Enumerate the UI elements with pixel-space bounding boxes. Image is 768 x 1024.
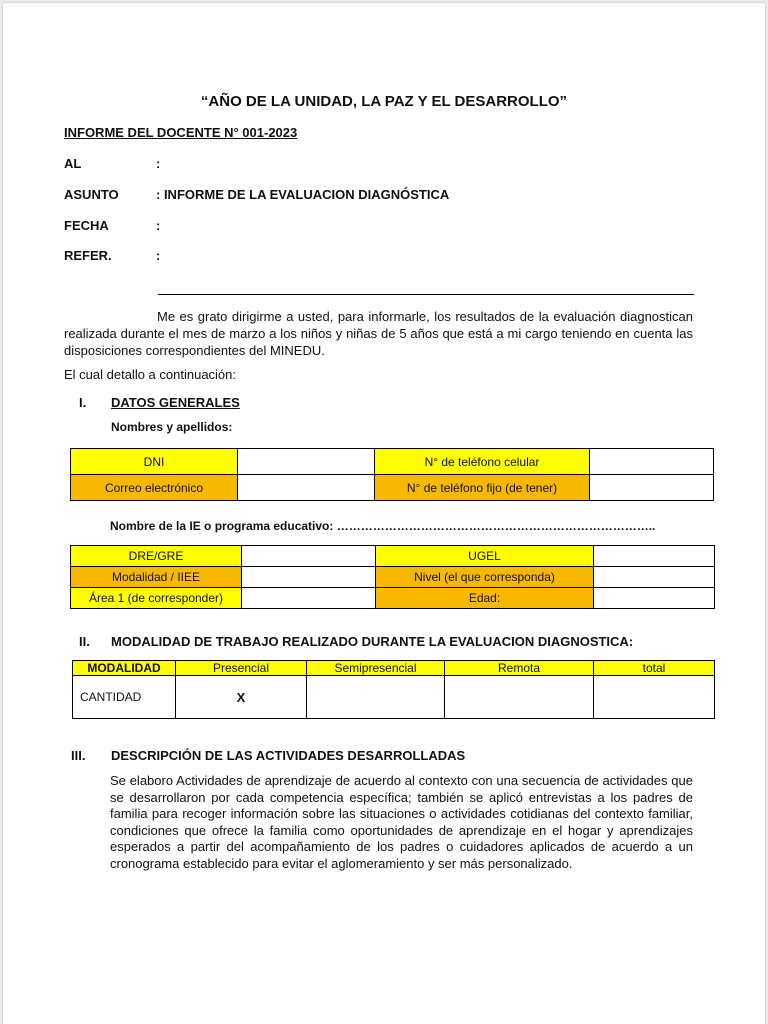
area-label: Área 1 (de corresponder): [71, 588, 242, 609]
area-cell[interactable]: [242, 588, 376, 609]
header-remota: Remota: [445, 661, 594, 676]
section1-subtitle: Nombres y apellidos:: [111, 420, 233, 434]
dre-label: DRE/GRE: [71, 546, 242, 567]
fijo-cell[interactable]: [590, 475, 714, 501]
correo-label: Correo electrónico: [71, 475, 238, 501]
section3-number: III.: [71, 748, 86, 763]
detallo-text: El cual detallo a continuación:: [64, 367, 237, 382]
semipresencial-value[interactable]: [307, 676, 445, 719]
cantidad-label: CANTIDAD: [73, 676, 176, 719]
header-label-refer: REFER.: [64, 248, 112, 263]
header-value-refer: :: [156, 248, 161, 263]
modalidad-iiee-cell[interactable]: [242, 567, 376, 588]
header-label-fecha: FECHA: [64, 218, 109, 233]
datos-table: [70, 448, 714, 501]
dni-cell[interactable]: [238, 449, 375, 475]
section2-number: II.: [79, 634, 90, 649]
nivel-label: Nivel (el que corresponda): [376, 567, 594, 588]
section1-title: DATOS GENERALES: [111, 395, 240, 410]
header-semipresencial: Semipresencial: [307, 661, 445, 676]
table-row: [71, 449, 714, 475]
modalidad-iiee-label: Modalidad / IIEE: [71, 567, 242, 588]
header-presencial: Presencial: [176, 661, 307, 676]
dni-label: DNI: [71, 449, 238, 475]
total-value[interactable]: [594, 676, 715, 719]
table-row: [71, 475, 714, 501]
nivel-cell[interactable]: [594, 567, 715, 588]
ugel-label: UGEL: [376, 546, 594, 567]
ie-table: [70, 545, 715, 609]
presencial-value[interactable]: X: [176, 676, 307, 719]
informe-number: INFORME DEL DOCENTE N° 001-2023: [64, 125, 298, 140]
dre-cell[interactable]: [242, 546, 376, 567]
section3-paragraph: Se elaboro Actividades de aprendizaje de acuerdo al contexto con una secuencia de actividades que se desarrollaron por cada competencia específica; también se aplicó entrevistas a los padres de familia para recoger información sobre las situaciones o actividades cotidianas del contexto familiar, condiciones que ofrece la familia como oportunidades de aprendizaje en el hogar y aprendizajes esperados a partir del acompañamiento de los padres o cuidadores aplicados de acuerdo a un cronograma establecido para evitar el aglomeramiento y ser más personalizado.: [110, 773, 693, 871]
separator-line: [158, 294, 694, 295]
table-row: [71, 588, 715, 609]
table-header-row: [73, 661, 715, 676]
ugel-cell[interactable]: [594, 546, 715, 567]
document-title: “AÑO DE LA UNIDAD, LA PAZ Y EL DESARROLLO”: [200, 93, 568, 110]
header-modalidad: MODALIDAD: [73, 661, 176, 676]
celular-cell[interactable]: [590, 449, 714, 475]
intro-paragraph-text: Me es grato dirigirme a usted, para informarle, los resultados de la evaluación diagnostican realizada durante el mes de marzo a los niños y niñas de 5 años que está a mi cargo teniendo en cuenta las disposiciones correspondientes del MINEDU.: [64, 309, 693, 358]
header-total: total: [594, 661, 715, 676]
ie-label: Nombre de la IE o programa educativo: ……………………………………………………………………..: [110, 519, 656, 533]
header-value-fecha: :: [156, 218, 161, 233]
table-row: [73, 676, 715, 719]
section2-title: MODALIDAD DE TRABAJO REALIZADO DURANTE LA EVALUACION DIAGNOSTICA:: [111, 634, 634, 649]
section1-number: I.: [79, 395, 87, 410]
header-value-asunto: : INFORME DE LA EVALUACION DIAGNÓSTICA: [156, 187, 450, 202]
fijo-label: N° de teléfono fijo (de tener): [375, 475, 590, 501]
header-label-al: AL: [64, 156, 82, 171]
header-value-al: :: [156, 156, 161, 171]
celular-label: N° de teléfono celular: [375, 449, 590, 475]
correo-cell[interactable]: [238, 475, 375, 501]
modalidad-table: [72, 660, 715, 719]
edad-cell[interactable]: [594, 588, 715, 609]
table-row: [71, 546, 715, 567]
section3-title: DESCRIPCIÓN DE LAS ACTIVIDADES DESARROLLADAS: [111, 748, 466, 763]
intro-paragraph: [64, 308, 693, 359]
header-label-asunto: ASUNTO: [64, 187, 119, 202]
table-row: [71, 567, 715, 588]
edad-label: Edad:: [376, 588, 594, 609]
remota-value[interactable]: [445, 676, 594, 719]
